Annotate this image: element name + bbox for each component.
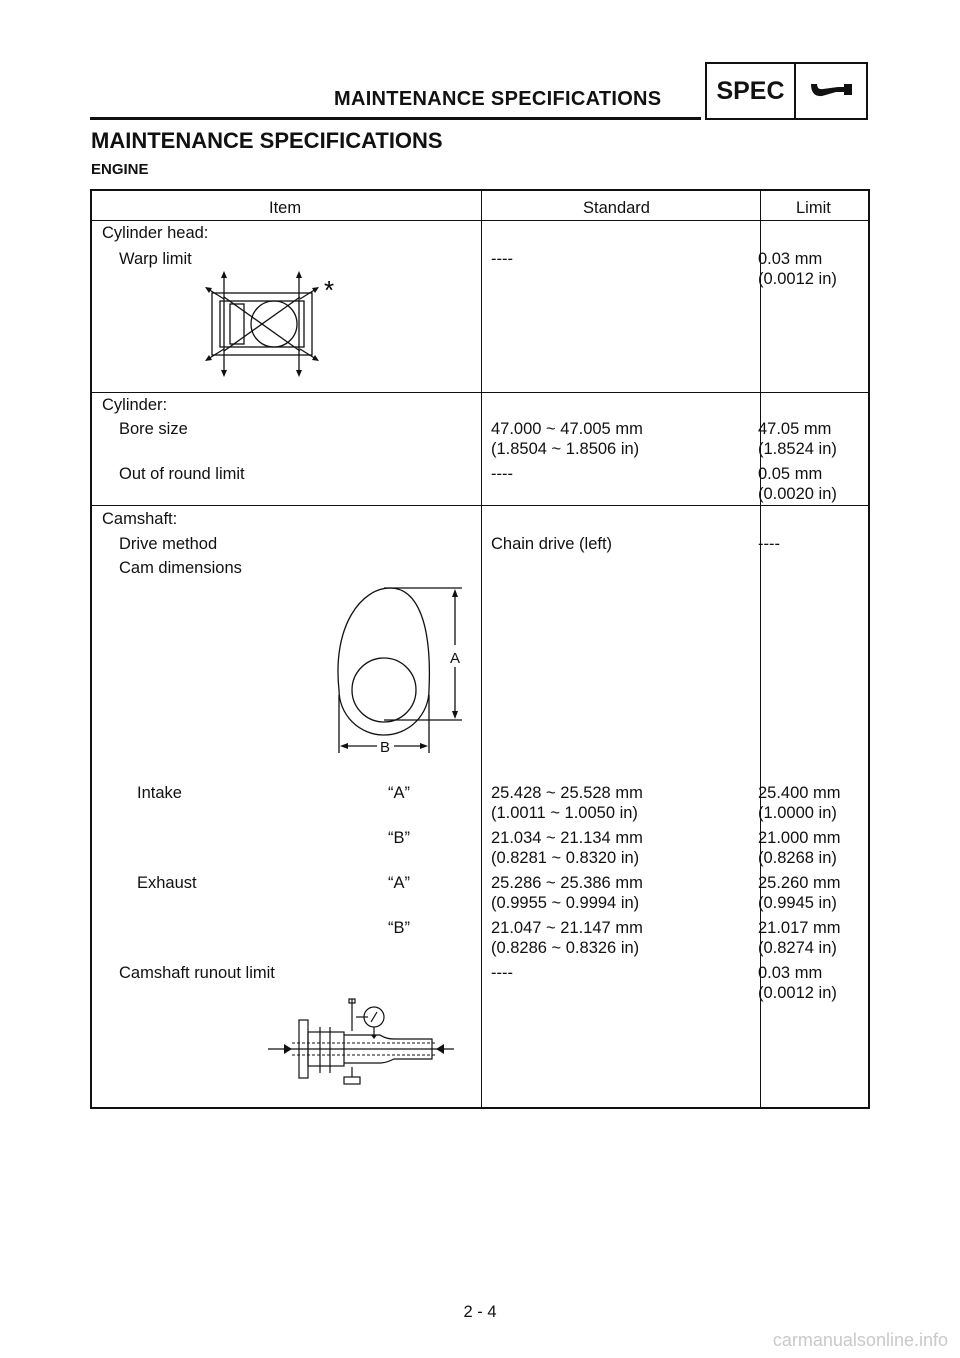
intake-b-limit-mm: 21.000 mm <box>758 829 841 847</box>
cam-dimensions-item: Cam dimensions <box>119 559 242 577</box>
dimension-label-a: A <box>450 650 461 667</box>
out-of-round-standard: ---- <box>491 465 513 483</box>
header-divider <box>92 220 868 221</box>
row-divider <box>92 505 868 506</box>
exhaust-b-dim: “B” <box>388 919 410 937</box>
intake-b-standard-in: (0.8281 ~ 0.8320 in) <box>491 849 640 867</box>
drive-method-item: Drive method <box>119 535 218 553</box>
exhaust-label: Exhaust <box>137 874 197 892</box>
intake-b-dim: “B” <box>388 829 410 847</box>
bore-size-limit-in: (1.8524 in) <box>758 440 837 458</box>
exhaust-a-dim: “A” <box>388 874 410 892</box>
exhaust-b-limit-mm: 21.017 mm <box>758 919 841 937</box>
intake-a-limit-in: (1.0000 in) <box>758 804 837 822</box>
runout-limit-in: (0.0012 in) <box>758 984 837 1002</box>
row-divider <box>92 392 868 393</box>
column-header-limit: Limit <box>796 199 831 217</box>
figure-asterisk: * <box>324 275 335 305</box>
cam-lobe-figure <box>322 585 472 765</box>
spec-table <box>90 189 870 1109</box>
dimension-label-b: B <box>380 739 391 756</box>
intake-a-standard-in: (1.0011 ~ 1.0050 in) <box>491 804 638 822</box>
intake-b-limit-in: (0.8268 in) <box>758 849 837 867</box>
exhaust-a-standard-in: (0.9955 ~ 0.9994 in) <box>491 894 640 912</box>
warp-limit-item: Warp limit <box>119 250 192 268</box>
warp-limit-limit-mm: 0.03 mm <box>758 250 823 268</box>
warp-limit-standard: ---- <box>491 250 513 268</box>
watermark: carmanualsonline.info <box>772 1330 948 1350</box>
spec-badge <box>705 62 868 120</box>
drive-method-standard: Chain drive (left) <box>491 535 613 553</box>
exhaust-b-limit-in: (0.8274 in) <box>758 939 837 957</box>
runout-standard: ---- <box>491 964 513 982</box>
page-number: 2 - 4 <box>463 1303 497 1321</box>
drive-method-limit: ---- <box>758 535 780 553</box>
column-divider <box>481 191 482 1107</box>
exhaust-b-standard-mm: 21.047 ~ 21.147 mm <box>491 919 643 937</box>
out-of-round-limit-in: (0.0020 in) <box>758 485 837 503</box>
intake-a-standard-mm: 25.428 ~ 25.528 mm <box>491 784 643 802</box>
intake-b-standard-mm: 21.034 ~ 21.134 mm <box>491 829 643 847</box>
exhaust-a-limit-mm: 25.260 mm <box>758 874 841 892</box>
cylinder-heading: Cylinder: <box>102 396 168 414</box>
wrench-icon <box>796 64 866 118</box>
intake-a-limit-mm: 25.400 mm <box>758 784 841 802</box>
exhaust-a-standard-mm: 25.286 ~ 25.386 mm <box>491 874 643 892</box>
bore-size-item: Bore size <box>119 420 188 438</box>
bore-size-standard-in: (1.8504 ~ 1.8506 in) <box>491 440 640 458</box>
intake-label: Intake <box>137 784 182 802</box>
out-of-round-limit-mm: 0.05 mm <box>758 465 823 483</box>
warp-measurement-figure <box>202 271 335 381</box>
column-header-standard: Standard <box>583 199 650 217</box>
column-header-item: Item <box>269 199 302 217</box>
section-title: ENGINE <box>91 161 149 178</box>
warp-limit-limit-in: (0.0012 in) <box>758 270 837 288</box>
runout-limit-mm: 0.03 mm <box>758 964 823 982</box>
bore-size-limit-mm: 47.05 mm <box>758 420 832 438</box>
bore-size-standard-mm: 47.000 ~ 47.005 mm <box>491 420 643 438</box>
camshaft-heading: Camshaft: <box>102 510 178 528</box>
intake-a-dim: “A” <box>388 784 410 802</box>
cylinder-head-heading: Cylinder head: <box>102 224 209 242</box>
runout-item: Camshaft runout limit <box>119 964 275 982</box>
exhaust-a-limit-in: (0.9945 in) <box>758 894 837 912</box>
spec-label: SPEC <box>707 64 796 118</box>
exhaust-b-standard-in: (0.8286 ~ 0.8326 in) <box>491 939 640 957</box>
out-of-round-item: Out of round limit <box>119 465 245 483</box>
page-title: MAINTENANCE SPECIFICATIONS <box>91 128 443 153</box>
header-title: MAINTENANCE SPECIFICATIONS <box>334 88 662 110</box>
runout-measurement-figure <box>268 997 458 1097</box>
header-rule <box>90 117 701 120</box>
